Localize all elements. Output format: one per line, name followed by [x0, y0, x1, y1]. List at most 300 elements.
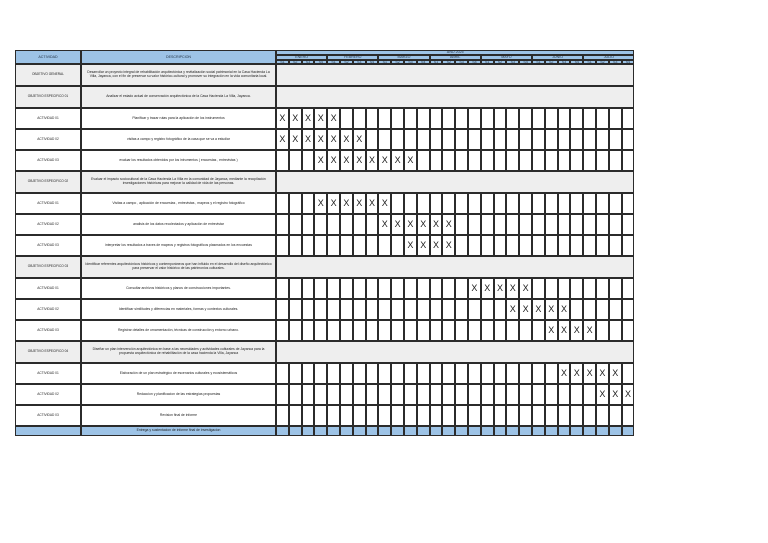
schedule-mark: X [558, 363, 571, 384]
schedule-cell [442, 405, 455, 426]
schedule-mark: X [506, 299, 519, 320]
schedule-cell [340, 214, 353, 235]
schedule-cell [276, 278, 289, 299]
schedule-cell [506, 405, 519, 426]
schedule-cell [468, 384, 481, 405]
schedule-cell [302, 320, 315, 341]
schedule-cell [455, 320, 468, 341]
schedule-cell [327, 235, 340, 256]
schedule-cell [430, 129, 443, 150]
schedule-cell [545, 363, 558, 384]
schedule-cell [622, 320, 635, 341]
schedule-cell [622, 108, 635, 129]
schedule-mark: X [519, 278, 532, 299]
header-week: S3 [353, 60, 366, 65]
objective-band [276, 256, 634, 278]
schedule-cell [353, 320, 366, 341]
schedule-mark: X [558, 299, 571, 320]
schedule-cell [468, 214, 481, 235]
schedule-cell [353, 278, 366, 299]
schedule-cell [481, 129, 494, 150]
schedule-cell [583, 299, 596, 320]
schedule-mark: X [506, 278, 519, 299]
schedule-mark: X [353, 150, 366, 171]
schedule-cell [391, 426, 404, 436]
schedule-cell [558, 214, 571, 235]
schedule-cell [314, 426, 327, 436]
schedule-cell [327, 384, 340, 405]
schedule-cell [391, 129, 404, 150]
schedule-cell [276, 214, 289, 235]
row-label: ACTIVIDAD 02 [15, 384, 81, 405]
schedule-cell [481, 235, 494, 256]
schedule-cell [353, 405, 366, 426]
schedule-cell [302, 235, 315, 256]
schedule-cell [366, 384, 379, 405]
header-week: S2 [596, 60, 609, 65]
schedule-cell [519, 150, 532, 171]
schedule-cell [353, 235, 366, 256]
schedule-cell [353, 384, 366, 405]
schedule-cell [455, 193, 468, 214]
row-label: ACTIVIDAD 02 [15, 129, 81, 150]
row-description: evaluar los resultados obtenidos por los intrumentos ( encuestas , entrevistas ) [81, 150, 276, 171]
schedule-cell [481, 384, 494, 405]
schedule-mark: X [583, 320, 596, 341]
schedule-cell [276, 426, 289, 436]
schedule-cell [532, 214, 545, 235]
schedule-mark: X [417, 235, 430, 256]
schedule-mark: X [314, 108, 327, 129]
schedule-cell [366, 129, 379, 150]
schedule-cell [596, 405, 609, 426]
schedule-cell [506, 235, 519, 256]
schedule-cell [302, 150, 315, 171]
header-month: MAYO [481, 55, 532, 60]
schedule-cell [570, 278, 583, 299]
row-label: ACTIVIDAD 01 [15, 363, 81, 384]
schedule-cell [506, 320, 519, 341]
schedule-cell [596, 150, 609, 171]
schedule-cell [532, 108, 545, 129]
schedule-cell [442, 363, 455, 384]
schedule-cell [532, 363, 545, 384]
row-label: ACTIVIDAD 01 [15, 278, 81, 299]
schedule-cell [340, 320, 353, 341]
schedule-cell [340, 426, 353, 436]
schedule-cell [276, 363, 289, 384]
schedule-cell [494, 405, 507, 426]
schedule-cell [570, 108, 583, 129]
schedule-cell [545, 150, 558, 171]
schedule-cell [545, 405, 558, 426]
row-description: Planificar y trazar rutas para la aplicación de los instrumentos [81, 108, 276, 129]
schedule-cell [481, 150, 494, 171]
schedule-cell [609, 129, 622, 150]
schedule-cell [455, 235, 468, 256]
schedule-mark: X [391, 214, 404, 235]
schedule-cell [289, 214, 302, 235]
schedule-mark: X [276, 108, 289, 129]
schedule-cell [391, 384, 404, 405]
schedule-cell [276, 384, 289, 405]
schedule-cell [302, 426, 315, 436]
header-month: JUNIO [532, 55, 583, 60]
schedule-cell [327, 363, 340, 384]
row-description: Redaccion y planificacion de las estrategias propuestas [81, 384, 276, 405]
schedule-mark: X [314, 150, 327, 171]
row-label: OBJETIVO ESPECIFICO 02 [15, 171, 81, 193]
schedule-cell [442, 108, 455, 129]
schedule-cell [622, 299, 635, 320]
schedule-cell [366, 363, 379, 384]
schedule-cell [519, 426, 532, 436]
schedule-cell [506, 108, 519, 129]
schedule-mark: X [417, 214, 430, 235]
schedule-cell [455, 108, 468, 129]
schedule-cell [289, 426, 302, 436]
schedule-cell [340, 108, 353, 129]
schedule-cell [302, 384, 315, 405]
schedule-mark: X [327, 129, 340, 150]
schedule-cell [583, 426, 596, 436]
header-month: JULIO [583, 55, 634, 60]
schedule-mark: X [532, 299, 545, 320]
schedule-mark: X [558, 320, 571, 341]
header-week: S3 [302, 60, 315, 65]
header-activity: ACTIVIDAD [15, 50, 81, 64]
schedule-cell [570, 426, 583, 436]
schedule-cell [430, 363, 443, 384]
schedule-cell [609, 150, 622, 171]
schedule-cell [545, 235, 558, 256]
schedule-mark: X [327, 108, 340, 129]
schedule-cell [545, 278, 558, 299]
schedule-cell [570, 235, 583, 256]
schedule-mark: X [545, 320, 558, 341]
schedule-cell [506, 363, 519, 384]
schedule-cell [558, 384, 571, 405]
schedule-cell [442, 426, 455, 436]
schedule-cell [302, 299, 315, 320]
schedule-cell [622, 214, 635, 235]
schedule-cell [314, 278, 327, 299]
schedule-cell [391, 235, 404, 256]
schedule-cell [545, 384, 558, 405]
objective-band [276, 171, 634, 193]
schedule-mark: X [430, 214, 443, 235]
schedule-cell [404, 108, 417, 129]
header-month: ABRIL [430, 55, 481, 60]
header-week: S4 [468, 60, 481, 65]
row-description: Elaboración de un plan estratégico de escenarios culturales y ecosistemáticos [81, 363, 276, 384]
row-description: Entrega y sustentacion de informe final de investigacion [81, 426, 276, 436]
schedule-cell [366, 214, 379, 235]
schedule-cell [302, 193, 315, 214]
schedule-cell [327, 320, 340, 341]
header-week: S1 [583, 60, 596, 65]
schedule-cell [519, 363, 532, 384]
schedule-mark: X [404, 150, 417, 171]
schedule-mark: X [366, 193, 379, 214]
schedule-cell [353, 363, 366, 384]
schedule-cell [481, 214, 494, 235]
header-week: S1 [327, 60, 340, 65]
schedule-cell [596, 320, 609, 341]
header-month: ENERO [276, 55, 327, 60]
schedule-cell [378, 278, 391, 299]
schedule-mark: X [340, 193, 353, 214]
schedule-cell [596, 278, 609, 299]
schedule-cell [506, 214, 519, 235]
schedule-mark: X [494, 278, 507, 299]
header-week: S1 [532, 60, 545, 65]
schedule-cell [353, 214, 366, 235]
row-description: Evaluar el impacto sociocultural de la Casa Hacienda La Villa en la comunidad de Jayanca, mediante la recopilación investigaciones históricas para mejorar la calidad de vida de las personas. [81, 171, 276, 193]
header-year: AÑO 2025 [276, 50, 634, 55]
schedule-cell [506, 129, 519, 150]
schedule-cell [289, 363, 302, 384]
schedule-cell [519, 235, 532, 256]
schedule-cell [506, 193, 519, 214]
schedule-cell [494, 108, 507, 129]
schedule-mark: X [545, 299, 558, 320]
schedule-cell [532, 426, 545, 436]
schedule-cell [532, 405, 545, 426]
row-description: Analizar el estado actual de conservación arquitectónica de la Casa Hacienda La Villa, Jayanca. [81, 86, 276, 108]
schedule-cell [404, 405, 417, 426]
schedule-cell [570, 193, 583, 214]
schedule-cell [558, 405, 571, 426]
schedule-cell [468, 320, 481, 341]
header-week: S3 [455, 60, 468, 65]
header-week: S2 [442, 60, 455, 65]
schedule-cell [391, 299, 404, 320]
schedule-cell [430, 299, 443, 320]
row-label: OBJETIVO ESPECIFICO 01 [15, 86, 81, 108]
schedule-cell [596, 214, 609, 235]
schedule-cell [340, 363, 353, 384]
schedule-cell [442, 320, 455, 341]
schedule-cell [289, 235, 302, 256]
schedule-cell [519, 129, 532, 150]
schedule-cell [455, 426, 468, 436]
schedule-table [15, 50, 643, 472]
schedule-cell [378, 405, 391, 426]
schedule-mark: X [340, 150, 353, 171]
header-week: S4 [417, 60, 430, 65]
schedule-cell [558, 278, 571, 299]
schedule-cell [468, 193, 481, 214]
schedule-cell [583, 235, 596, 256]
schedule-cell [609, 426, 622, 436]
schedule-cell [314, 384, 327, 405]
schedule-cell [417, 384, 430, 405]
schedule-cell [519, 214, 532, 235]
schedule-cell [391, 405, 404, 426]
schedule-cell [289, 278, 302, 299]
schedule-cell [314, 214, 327, 235]
schedule-cell [366, 299, 379, 320]
schedule-cell [558, 193, 571, 214]
schedule-cell [302, 405, 315, 426]
schedule-cell [570, 150, 583, 171]
schedule-cell [468, 235, 481, 256]
schedule-cell [378, 426, 391, 436]
schedule-cell [455, 384, 468, 405]
schedule-cell [455, 363, 468, 384]
schedule-cell [583, 405, 596, 426]
schedule-cell [609, 320, 622, 341]
schedule-cell [366, 235, 379, 256]
schedule-mark: X [404, 214, 417, 235]
row-label: ACTIVIDAD 03 [15, 150, 81, 171]
schedule-cell [532, 129, 545, 150]
objective-band [276, 64, 634, 86]
schedule-cell [314, 235, 327, 256]
schedule-cell [327, 405, 340, 426]
schedule-cell [583, 384, 596, 405]
schedule-cell [378, 108, 391, 129]
schedule-mark: X [378, 150, 391, 171]
row-label: ACTIVIDAD 02 [15, 214, 81, 235]
schedule-mark: X [622, 384, 635, 405]
header-week: S1 [430, 60, 443, 65]
schedule-cell [519, 320, 532, 341]
schedule-mark: X [327, 150, 340, 171]
schedule-cell [583, 129, 596, 150]
header-week: S1 [481, 60, 494, 65]
schedule-mark: X [442, 214, 455, 235]
schedule-cell [442, 150, 455, 171]
schedule-mark: X [353, 129, 366, 150]
schedule-cell [468, 426, 481, 436]
schedule-cell [314, 320, 327, 341]
header-week: S2 [391, 60, 404, 65]
header-week: S3 [404, 60, 417, 65]
schedule-cell [481, 405, 494, 426]
schedule-cell [545, 426, 558, 436]
schedule-cell [481, 299, 494, 320]
schedule-cell [494, 193, 507, 214]
schedule-cell [391, 193, 404, 214]
schedule-cell [481, 320, 494, 341]
schedule-cell [353, 426, 366, 436]
schedule-cell [609, 235, 622, 256]
schedule-cell [404, 384, 417, 405]
row-description: Diseñar un plan intervención arquitectónica en base a las necesidades y actividades culturales de Jayanca para la propuesta arquitectónica de rehabilitación de la casa hacienda la Villa, Jayanca [81, 341, 276, 363]
schedule-cell [391, 320, 404, 341]
schedule-cell [327, 278, 340, 299]
schedule-mark: X [583, 363, 596, 384]
schedule-cell [622, 426, 635, 436]
schedule-cell [430, 150, 443, 171]
schedule-cell [442, 278, 455, 299]
schedule-cell [494, 235, 507, 256]
header-week: S2 [545, 60, 558, 65]
schedule-cell [366, 108, 379, 129]
schedule-cell [366, 426, 379, 436]
schedule-cell [558, 129, 571, 150]
schedule-cell [596, 299, 609, 320]
schedule-cell [532, 384, 545, 405]
schedule-cell [596, 426, 609, 436]
schedule-cell [468, 108, 481, 129]
schedule-cell [289, 193, 302, 214]
schedule-cell [404, 299, 417, 320]
schedule-mark: X [302, 108, 315, 129]
row-label: ACTIVIDAD 03 [15, 235, 81, 256]
schedule-cell [302, 363, 315, 384]
schedule-mark: X [289, 108, 302, 129]
schedule-cell [391, 108, 404, 129]
schedule-cell [519, 193, 532, 214]
schedule-cell [532, 150, 545, 171]
header-week: S4 [622, 60, 635, 65]
schedule-cell [442, 384, 455, 405]
schedule-cell [378, 320, 391, 341]
header-week: S2 [289, 60, 302, 65]
schedule-mark: X [570, 320, 583, 341]
schedule-cell [570, 129, 583, 150]
row-description: Revision final de informe [81, 405, 276, 426]
header-week: S4 [314, 60, 327, 65]
schedule-cell [583, 108, 596, 129]
schedule-cell [289, 320, 302, 341]
schedule-cell [622, 278, 635, 299]
schedule-cell [506, 426, 519, 436]
schedule-cell [455, 299, 468, 320]
header-week: S2 [494, 60, 507, 65]
schedule-cell [506, 384, 519, 405]
schedule-cell [289, 299, 302, 320]
row-description: analisis de los datos recolectados y aplicación de entrevistar [81, 214, 276, 235]
schedule-cell [327, 299, 340, 320]
schedule-cell [366, 320, 379, 341]
header-week: S3 [558, 60, 571, 65]
header-week: S4 [570, 60, 583, 65]
schedule-cell [494, 384, 507, 405]
schedule-cell [494, 129, 507, 150]
row-label: ACTIVIDAD 01 [15, 108, 81, 129]
schedule-cell [417, 129, 430, 150]
schedule-cell [417, 278, 430, 299]
schedule-cell [455, 278, 468, 299]
schedule-cell [430, 193, 443, 214]
schedule-cell [327, 426, 340, 436]
schedule-cell [276, 299, 289, 320]
schedule-cell [378, 384, 391, 405]
schedule-cell [404, 320, 417, 341]
schedule-mark: X [314, 193, 327, 214]
schedule-cell [404, 426, 417, 436]
schedule-cell [404, 129, 417, 150]
row-description: Identificar similitudes y diferencias en materiales, formas y contextos culturales. [81, 299, 276, 320]
schedule-cell [545, 193, 558, 214]
schedule-mark: X [276, 129, 289, 150]
schedule-mark: X [481, 278, 494, 299]
schedule-cell [596, 235, 609, 256]
header-month: MARZO [378, 55, 429, 60]
schedule-mark: X [302, 129, 315, 150]
schedule-cell [455, 150, 468, 171]
schedule-mark: X [468, 278, 481, 299]
schedule-cell [545, 129, 558, 150]
schedule-mark: X [609, 363, 622, 384]
schedule-cell [532, 320, 545, 341]
schedule-cell [558, 235, 571, 256]
schedule-cell [276, 150, 289, 171]
